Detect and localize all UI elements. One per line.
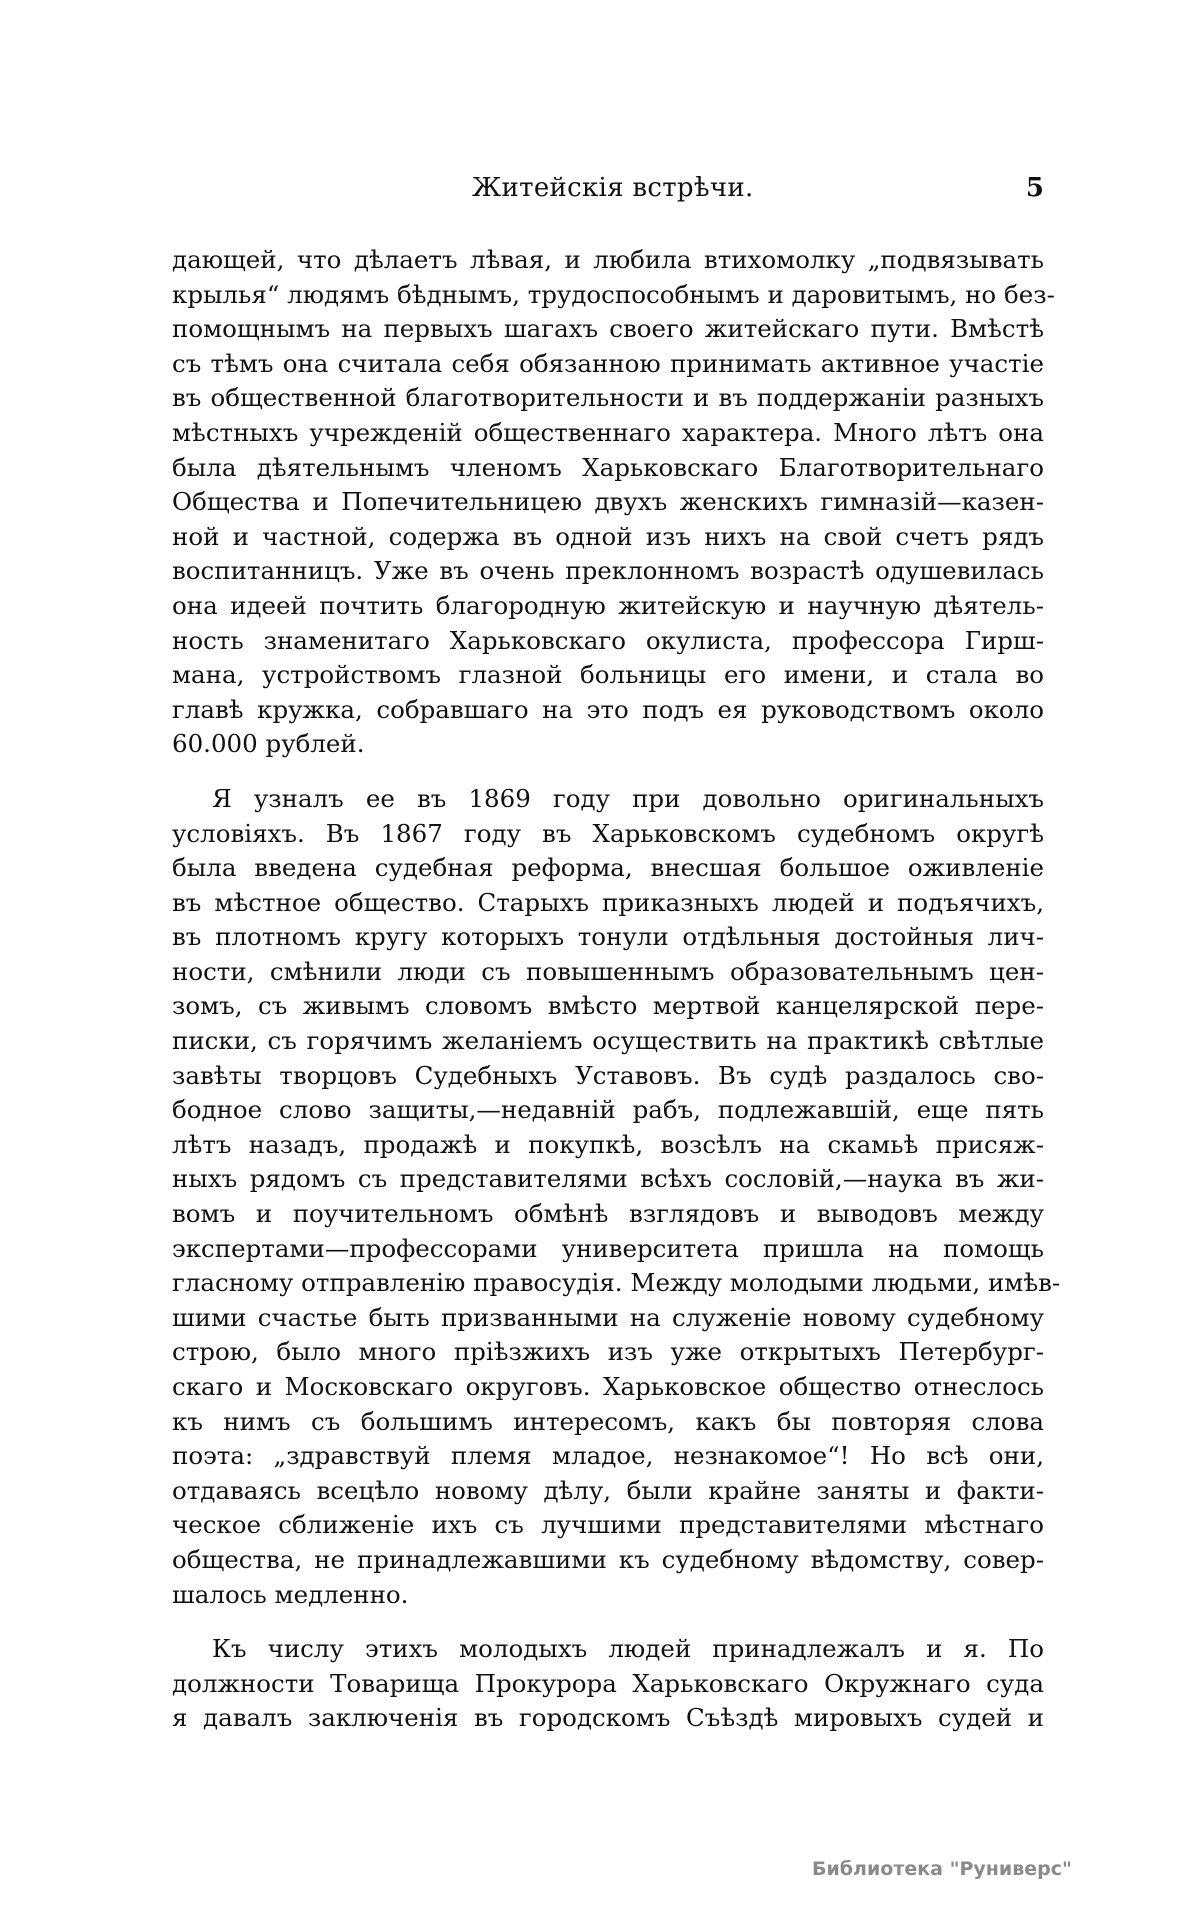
text-line: вомъ и поучительномъ обмѣнѣ взглядовъ и выводовъ между [172,1199,1044,1229]
text-line: условіяхъ. Въ 1867 году въ Харьковскомъ судебномъ округѣ [172,818,1044,848]
paragraph-1 [172,243,1055,762]
text-line: бодное слово защиты,—недавній рабъ, подлежавшій, еще пять [172,1095,1044,1125]
text-line: экспертами—профессорами университета пришла на помощь [172,1233,1044,1263]
text-line: мѣстныхъ учрежденій общественнаго характера. Много лѣтъ она [172,417,1044,447]
text-line: мана, устройствомъ глазной больницы его имени, и стала во [172,660,1044,690]
running-head [172,170,1044,206]
text-line: Я узналъ ее въ 1869 году при довольно оригинальныхъ [212,783,1044,813]
text-line: къ нимъ съ большимъ интересомъ, какъ бы повторяя слова [172,1406,1044,1436]
text-line: отдаваясь всецѣло новому дѣлу, были крайне заняты и факти- [172,1475,1044,1505]
text-line: въ плотномъ кругу которыхъ тонули отдѣльныя достойныя лич- [172,922,1044,952]
text-line: ности, смѣнили люди съ повышеннымъ образовательнымъ цен- [172,956,1044,986]
text-line: была дѣятельнымъ членомъ Харьковскаго Благотворительнаго [172,452,1044,482]
paragraph-3 [172,1632,1044,1736]
text-line: шалось медленно. [172,1579,409,1609]
text-line: помощнымъ на первыхъ шагахъ своего житейскаго пути. Вмѣстѣ [172,314,1044,344]
text-line: зомъ, съ живымъ словомъ вмѣсто мертвой канцелярской пере- [172,991,1044,1021]
text-line: съ тѣмъ она считала себя обязанною принимать активное участіе [172,348,1044,378]
text-line: ныхъ рядомъ съ представителями всѣхъ сословій,—наука въ жи- [172,1164,1044,1194]
running-title: Житейскія встрѣчи. [472,173,754,203]
text-line: завѣты творцовъ Судебныхъ Уставовъ. Въ судѣ раздалось сво- [172,1060,1044,1090]
text-line: главѣ кружка, собравшаго на это подъ ея руководствомъ около [172,694,1044,724]
text-line: я давалъ заключенія въ городскомъ Съѣздѣ мировыхъ судей и [172,1703,1044,1733]
text-line: ческое сближеніе ихъ съ лучшими представителями мѣстнаго [172,1510,1044,1540]
text-line: писки, съ горячимъ желаніемъ осуществить на практикѣ свѣтлые [172,1026,1044,1056]
text-line: Къ числу этихъ молодыхъ людей принадлежалъ и я. По [212,1634,1044,1664]
text-line: общества, не принадлежавшими къ судебному вѣдомству, совер- [172,1544,1044,1574]
paragraph-2 [172,782,1061,1612]
text-line: ной и частной, содержа въ одной изъ нихъ на свой счетъ рядъ [172,521,1044,551]
text-line: была введена судебная реформа, внесшая большое оживленіе [172,853,1044,883]
text-line: строю, было много пріѣзжихъ изъ уже открытыхъ Петербург- [172,1337,1044,1367]
text-line: крылья“ людямъ бѣднымъ, трудоспособнымъ и даровитымъ, но без- [172,279,1055,309]
text-line: въ мѣстное общество. Старыхъ приказныхъ людей и подъячихъ, [172,887,1044,917]
text-line: Общества и Попечительницею двухъ женскихъ гимназій—казен- [172,487,1044,517]
page-number: 5 [1025,173,1044,203]
text-line: 60.000 рублей. [172,729,365,759]
text-line: ность знаменитаго Харьковскаго окулиста, профессора Гирш- [172,625,1044,655]
text-line: воспитанницъ. Уже въ очень преклонномъ возрастѣ одушевилась [172,556,1044,586]
text-line: дающей, что дѣлаетъ лѣвая, и любила втихомолку „подвязывать [172,245,1044,274]
library-watermark: Библиотека "Руниверс" [812,1858,1072,1880]
text-line: она идеей почтить благородную житейскую и научную дѣятель- [172,590,1044,620]
body-text [172,243,1061,1756]
text-line: лѣтъ назадъ, продажѣ и покупкѣ, возсѣлъ на скамьѣ присяж- [172,1129,1044,1159]
text-line: шими счастье быть призванными на служеніе новому судебному [172,1302,1044,1332]
text-line: гласному отправленію правосудія. Между молодыми людьми, имѣв- [172,1268,1061,1298]
text-line: поэта: „здравствуй племя младое, незнакомое“! Но всѣ они, [172,1441,1044,1471]
text-line: въ общественной благотворительности и въ поддержаніи разныхъ [172,383,1044,413]
text-line: должности Товарища Прокурора Харьковскаго Окружнаго суда [172,1668,1044,1698]
text-line: скаго и Московскаго округовъ. Харьковское общество отнеслось [172,1372,1044,1401]
